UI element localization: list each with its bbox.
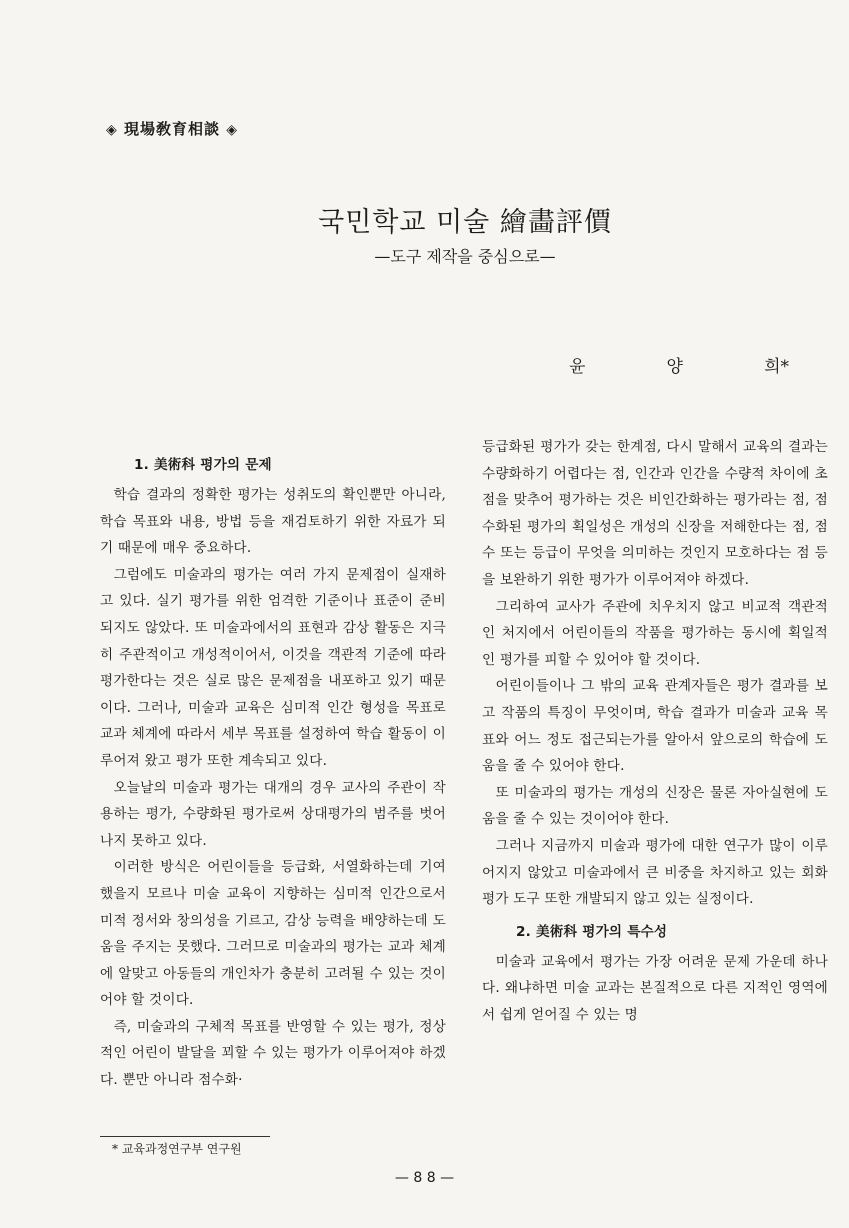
body-paragraph: 그러나 지금까지 미술과 평가에 대한 연구가 많이 이루어지지 않았고 미술과에서 큰 비중을 차지하고 있는 회화 평가 도구 또한 개발되지 않고 있는 실정이다.	[482, 837, 828, 908]
right-column	[482, 434, 828, 1028]
body-paragraph: 어린이들이나 그 밖의 교육 관계자들은 평가 결과를 보고 작품의 특징이 무엇이며, 학습 결과가 미술과 교육 목표와 어느 정도 접근되는가를 알아서 앞으로의 학습에 도움을 줄 수 있어야 한다.	[482, 678, 828, 775]
author-char: 희*	[764, 357, 789, 377]
body-paragraph: 또 미술과의 평가는 개성의 신장은 물론 자아실현에 도움을 줄 수 있는 것이어야 한다.	[482, 784, 828, 828]
body-paragraph: 오늘날의 미술과 평가는 대개의 경우 교사의 주관이 작용하는 평가, 수량화된 평가로써 상대평가의 범주를 벗어나지 못하고 있다.	[100, 779, 446, 849]
page-number: — 8 8 —	[394, 1170, 455, 1186]
body-paragraph: 그럼에도 미술과의 평가는 여러 가지 문제점이 실재하고 있다. 실기 평가를 위한 엄격한 기준이나 표준이 준비되지도 않았다. 또 미술과에서의 표현과 감상 활동은 지극히 주관적이고 개성적이어서, 이것을 객관적 기준에 따라 평가한다는 것은 실로 많은 문제점을 내포하고 있기 때문이다. 그러나, 미술과 교육은 심미적 인간 형성을 목표로 교과 체계에 따라서 세부 목표를 설정하여 학습 활동이 이루어져 왔고 평가 또한 계속되고 있다.	[100, 566, 446, 769]
diamond-icon: ◈	[106, 122, 118, 138]
section-heading-1: 1. 美術科 평가의 문제	[134, 457, 272, 473]
body-paragraph-continued: 등급화된 평가가 갖는 한계점, 다시 말해서 교육의 결과는 수량화하기 어렵다는 점, 인간과 인간을 수량적 차이에 초점을 맞추어 평가하는 것은 비인간화하는 평가라는 점, 점수화된 평가의 획일성은 개성의 신장을 저해한다는 점, 점수 또는 등급이 무엇을 의미하는 것인지 모호하다는 점 등을 보완하기 위한 평가가 이루어져야 하겠다.	[482, 439, 828, 588]
body-paragraph: 학습 결과의 정확한 평가는 성취도의 확인뿐만 아니라, 학습 목표와 내용, 방법 등을 재검토하기 위한 자료가 되기 때문에 매우 중요하다.	[100, 487, 446, 557]
left-column	[100, 452, 446, 1094]
series-header	[106, 118, 238, 139]
author-char: 양	[666, 357, 683, 377]
series-label: 現場敎育相談	[124, 120, 221, 138]
article-subtitle: —도구 제작을 중심으로—	[374, 247, 556, 266]
body-paragraph: 그리하여 교사가 주관에 치우치지 않고 비교적 객관적인 처지에서 어린이들의 작품을 평가하는 동시에 획일적인 평가를 피할 수 있어야 할 것이다.	[482, 598, 828, 668]
article-title: 국민학교 미술 繪畵評價	[318, 207, 612, 238]
body-paragraph: 즉, 미술과의 구체적 목표를 반영할 수 있는 평가, 정상적인 어린이 발달을 꾀할 수 있는 평가가 이루어져야 하겠다. 뿐만 아니라 점수화·	[100, 1018, 446, 1089]
section-heading-2: 2. 美術科 평가의 특수성	[516, 923, 668, 940]
body-paragraph: 이러한 방식은 어린이들을 등급화, 서열화하는데 기여했을지 모르나 미술 교육이 지향하는 심미적 인간으로서 미적 정서와 창의성을 기르고, 감상 능력을 배양하는데 도움을 주지는 못했다. 그러므로 미술과의 평가는 교과 체계에 알맞고 아동들의 개인차가 충분히 고려될 수 있는 것이어야 할 것이다.	[100, 859, 446, 1009]
body-paragraph: 미술과 교육에서 평가는 가장 어려운 문제 가운데 하나다. 왜냐하면 미술 교과는 본질적으로 다른 지적인 영역에서 쉽게 얻어질 수 있는 명	[482, 953, 828, 1023]
footnote: * 교육과정연구부 연구원	[112, 1142, 242, 1156]
diamond-icon: ◈	[226, 122, 239, 138]
author-char: 윤	[569, 357, 586, 377]
footnote-divider	[100, 1136, 270, 1137]
author-name	[569, 352, 789, 377]
